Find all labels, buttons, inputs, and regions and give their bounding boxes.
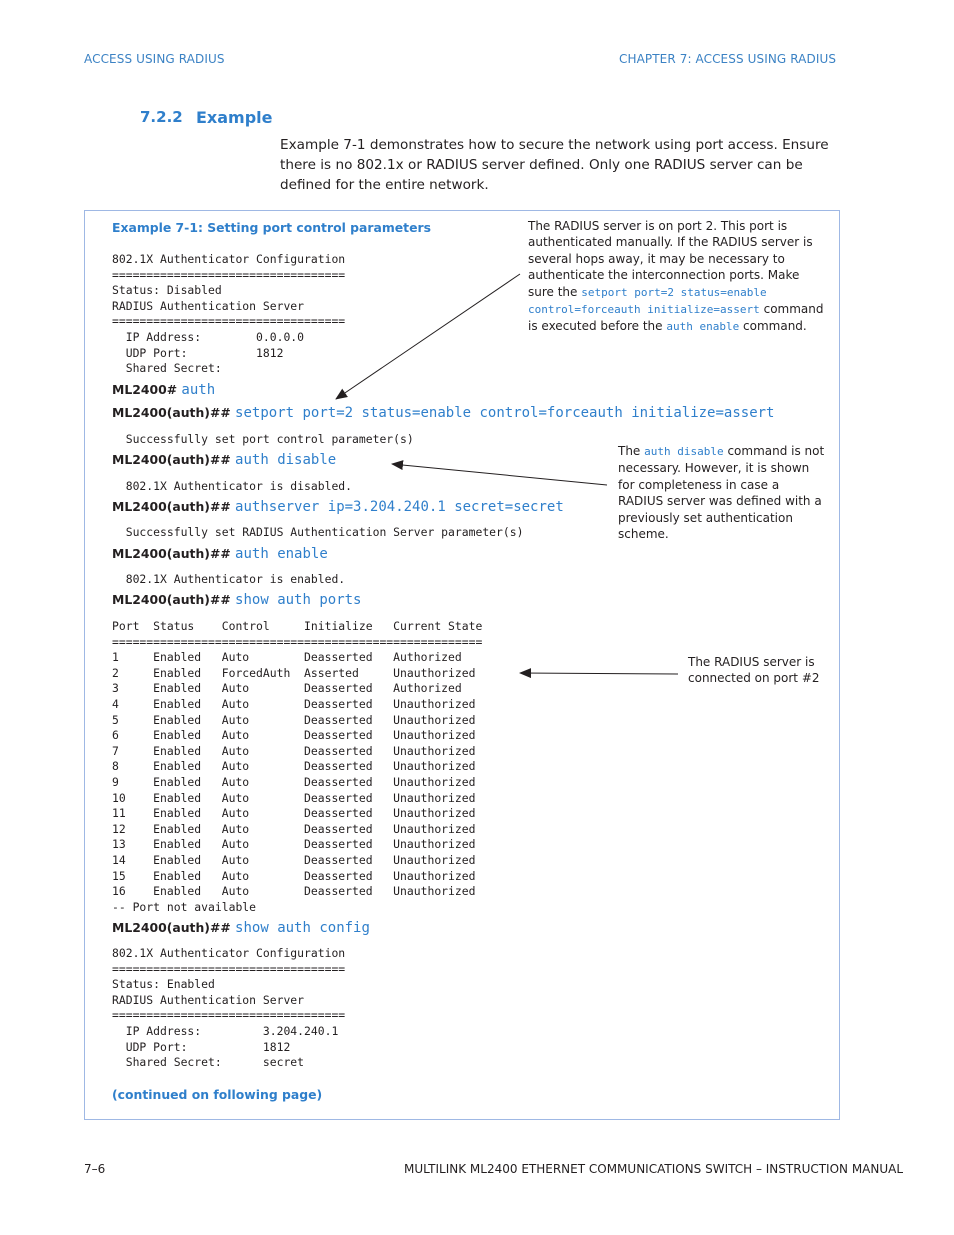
inline-code: setport port=2 status=enable control=forceauth initialize=assert xyxy=(528,285,767,317)
cli-command: authserver ip=3.204.240.1 secret=secret xyxy=(235,499,564,515)
cli-command: show auth ports xyxy=(235,592,362,608)
final-config-output: 802.1X Authenticator Configuration ================================== Status: Enabled RADIUS Authentication Server ================================== IP Address: 3.204.240.1 UDP Port: 1812 Shared Secret: secret xyxy=(112,946,346,1070)
cli-command: show auth config xyxy=(235,920,370,936)
cli-prompt: ML2400(auth)## xyxy=(112,452,236,467)
arrow-to-setport xyxy=(336,274,520,399)
arrow-to-auth-disable xyxy=(392,464,607,485)
cli-prompt: ML2400(auth)## xyxy=(112,405,236,420)
cli-command: auth xyxy=(181,382,216,398)
cli-prompt: ML2400(auth)## xyxy=(112,499,236,514)
setport-output: Successfully set port control parameter(s) xyxy=(112,432,414,446)
callout-auth-disable: The auth disable command is not necessary. However, it is shown for completeness in case a RADIUS server was defined with a previously set authentication scheme. xyxy=(618,444,825,542)
section-number: 7.2.2 xyxy=(140,108,183,126)
section-title: Example xyxy=(196,108,273,127)
callout-radius-connected: The RADIUS server is connected on port #2 xyxy=(688,655,820,686)
cli-command: setport port=2 status=enable control=forceauth initialize=assert xyxy=(235,405,775,421)
cli-prompt: ML2400# xyxy=(112,382,182,397)
cli-prompt: ML2400(auth)## xyxy=(112,592,236,607)
section-intro-paragraph: Example 7-1 demonstrates how to secure the network using port access. Ensure there is no 802.1x or RADIUS server defined. Only one RADIUS server can be defined for the entire network. xyxy=(280,137,829,193)
cli-prompt: ML2400(auth)## xyxy=(112,920,236,935)
arrow-to-port2 xyxy=(520,673,678,674)
callout-radius-port2: The RADIUS server is on port 2. This port is authenticated manually. If the RADIUS server is several hops away, it may be necessary to authenticate the interconnection ports. Make sure the setport port=2 status=enable control=forceauth initialize=assert command is executed before the auth enable command. xyxy=(528,218,824,336)
auth-disable-output: 802.1X Authenticator is disabled. xyxy=(112,479,353,493)
initial-config-output: 802.1X Authenticator Configuration ================================== Status: Disabled RADIUS Authentication Server ================================== IP Address: 0.0.0.0 UDP Port: 1812 Shared Secret: xyxy=(112,252,346,376)
authserver-output: Successfully set RADIUS Authentication Server parameter(s) xyxy=(112,525,524,539)
cli-command: auth enable xyxy=(235,546,328,562)
running-footer-title: MULTILINK ML2400 ETHERNET COMMUNICATIONS SWITCH – INSTRUCTION MANUAL xyxy=(404,1162,904,1176)
auth-ports-table: Port Status Control Initialize Current State ====================================================== 1 Enabled Auto Deasserted Authorized 2 Enabled ForcedAuth Asserted Unauthorized 3 Enabled Auto Deasserted Authorized 4 Enabled Auto Deasserted Unauthorized 5 Enabled Auto Deasserted Unauthorized 6 Enabled Auto Deasserted Unauthorized 7 Enabled Auto Deasserted Unauthorized 8 Enabled Auto Deasserted Unauthorized 9 Enabled Auto Deasserted Unauthorized 10 Enabled Auto Deasserted Unauthorized 11 Enabled Auto Deasserted Unauthorized 12 Enabled Auto Deasserted Unauthorized 13 Enabled Auto Deasserted Unauthorized 14 Enabled Auto Deasserted Unauthorized 15 Enabled Auto Deasserted Unauthorized 16 Enabled Auto Deasserted Unauthorized -- Port not available xyxy=(112,619,483,914)
page-number: 7–6 xyxy=(84,1162,106,1176)
example-title: Example 7-1: Setting port control parameters xyxy=(112,220,431,235)
running-header-left: ACCESS USING RADIUS xyxy=(84,52,225,66)
inline-code: auth enable xyxy=(666,320,740,334)
inline-code: auth disable xyxy=(644,445,724,458)
running-header-right: CHAPTER 7: ACCESS USING RADIUS xyxy=(619,52,837,66)
cli-prompt: ML2400(auth)## xyxy=(112,546,236,561)
continued-note: (continued on following page) xyxy=(112,1087,323,1102)
auth-enable-output: 802.1X Authenticator is enabled. xyxy=(112,572,346,586)
cli-command: auth disable xyxy=(235,452,337,468)
